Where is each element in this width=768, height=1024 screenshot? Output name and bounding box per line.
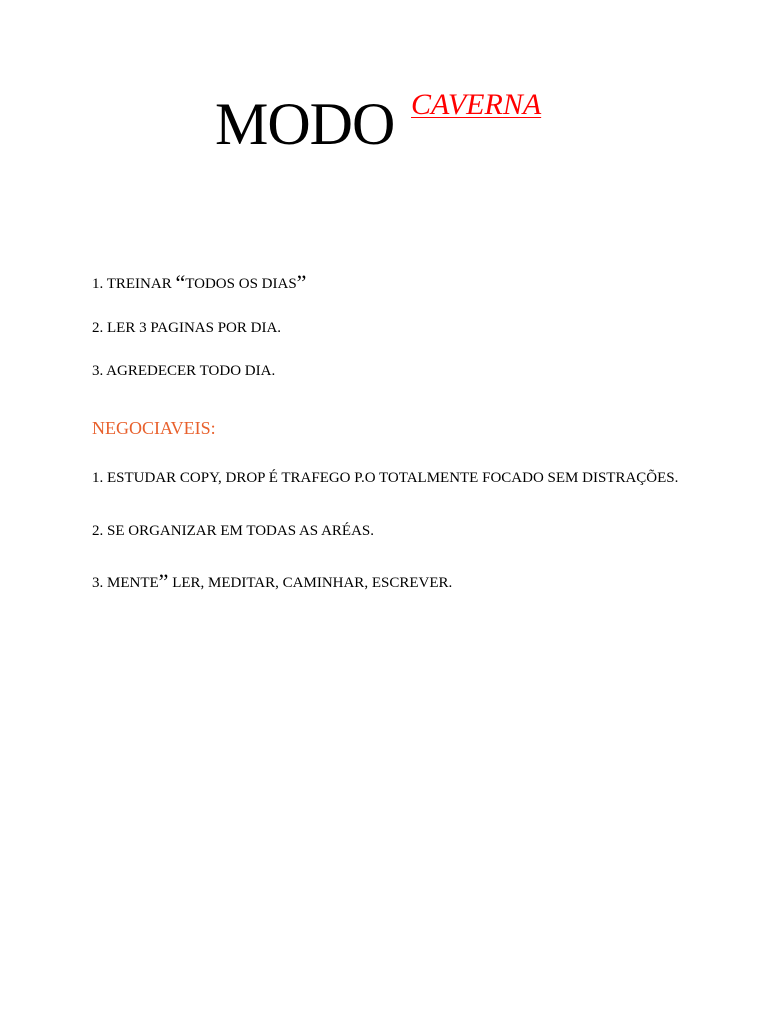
list-item-ler: 2. LER 3 PAGINAS POR DIA. — [92, 320, 282, 336]
list-item-mente-prefix: 3. MENTE — [92, 575, 159, 591]
open-quote: “ — [175, 270, 186, 295]
list-item-organizar: 2. SE ORGANIZAR EM TODAS AS ARÉAS. — [92, 523, 374, 539]
list-item-mente-suffix: LER, MEDITAR, CAMINHAR, ESCREVER. — [168, 575, 453, 591]
title-caverna: CAVERNA — [411, 88, 542, 121]
heading-colon: : — [210, 418, 216, 438]
section-heading-negociaveis — [92, 417, 216, 439]
title-modo: MODO — [215, 91, 395, 157]
list-item-treinar — [92, 270, 307, 295]
list-item-mente — [92, 569, 453, 594]
close-quote: ” — [296, 270, 307, 295]
list-item-agredecer: 3. AGREDECER TODO DIA. — [92, 363, 276, 379]
heading-text: NEGOCIAVEIS — [92, 418, 211, 438]
list-item-treinar-prefix: 1. TREINAR — [92, 276, 176, 292]
list-item-estudar: 1. ESTUDAR COPY, DROP É TRAFEGO P.O TOTALMENTE FOCADO SEM DISTRAÇÕES. — [92, 470, 679, 486]
list-item-treinar-quoted: TODOS OS DIAS — [185, 276, 297, 292]
mente-quote: ” — [158, 569, 169, 594]
